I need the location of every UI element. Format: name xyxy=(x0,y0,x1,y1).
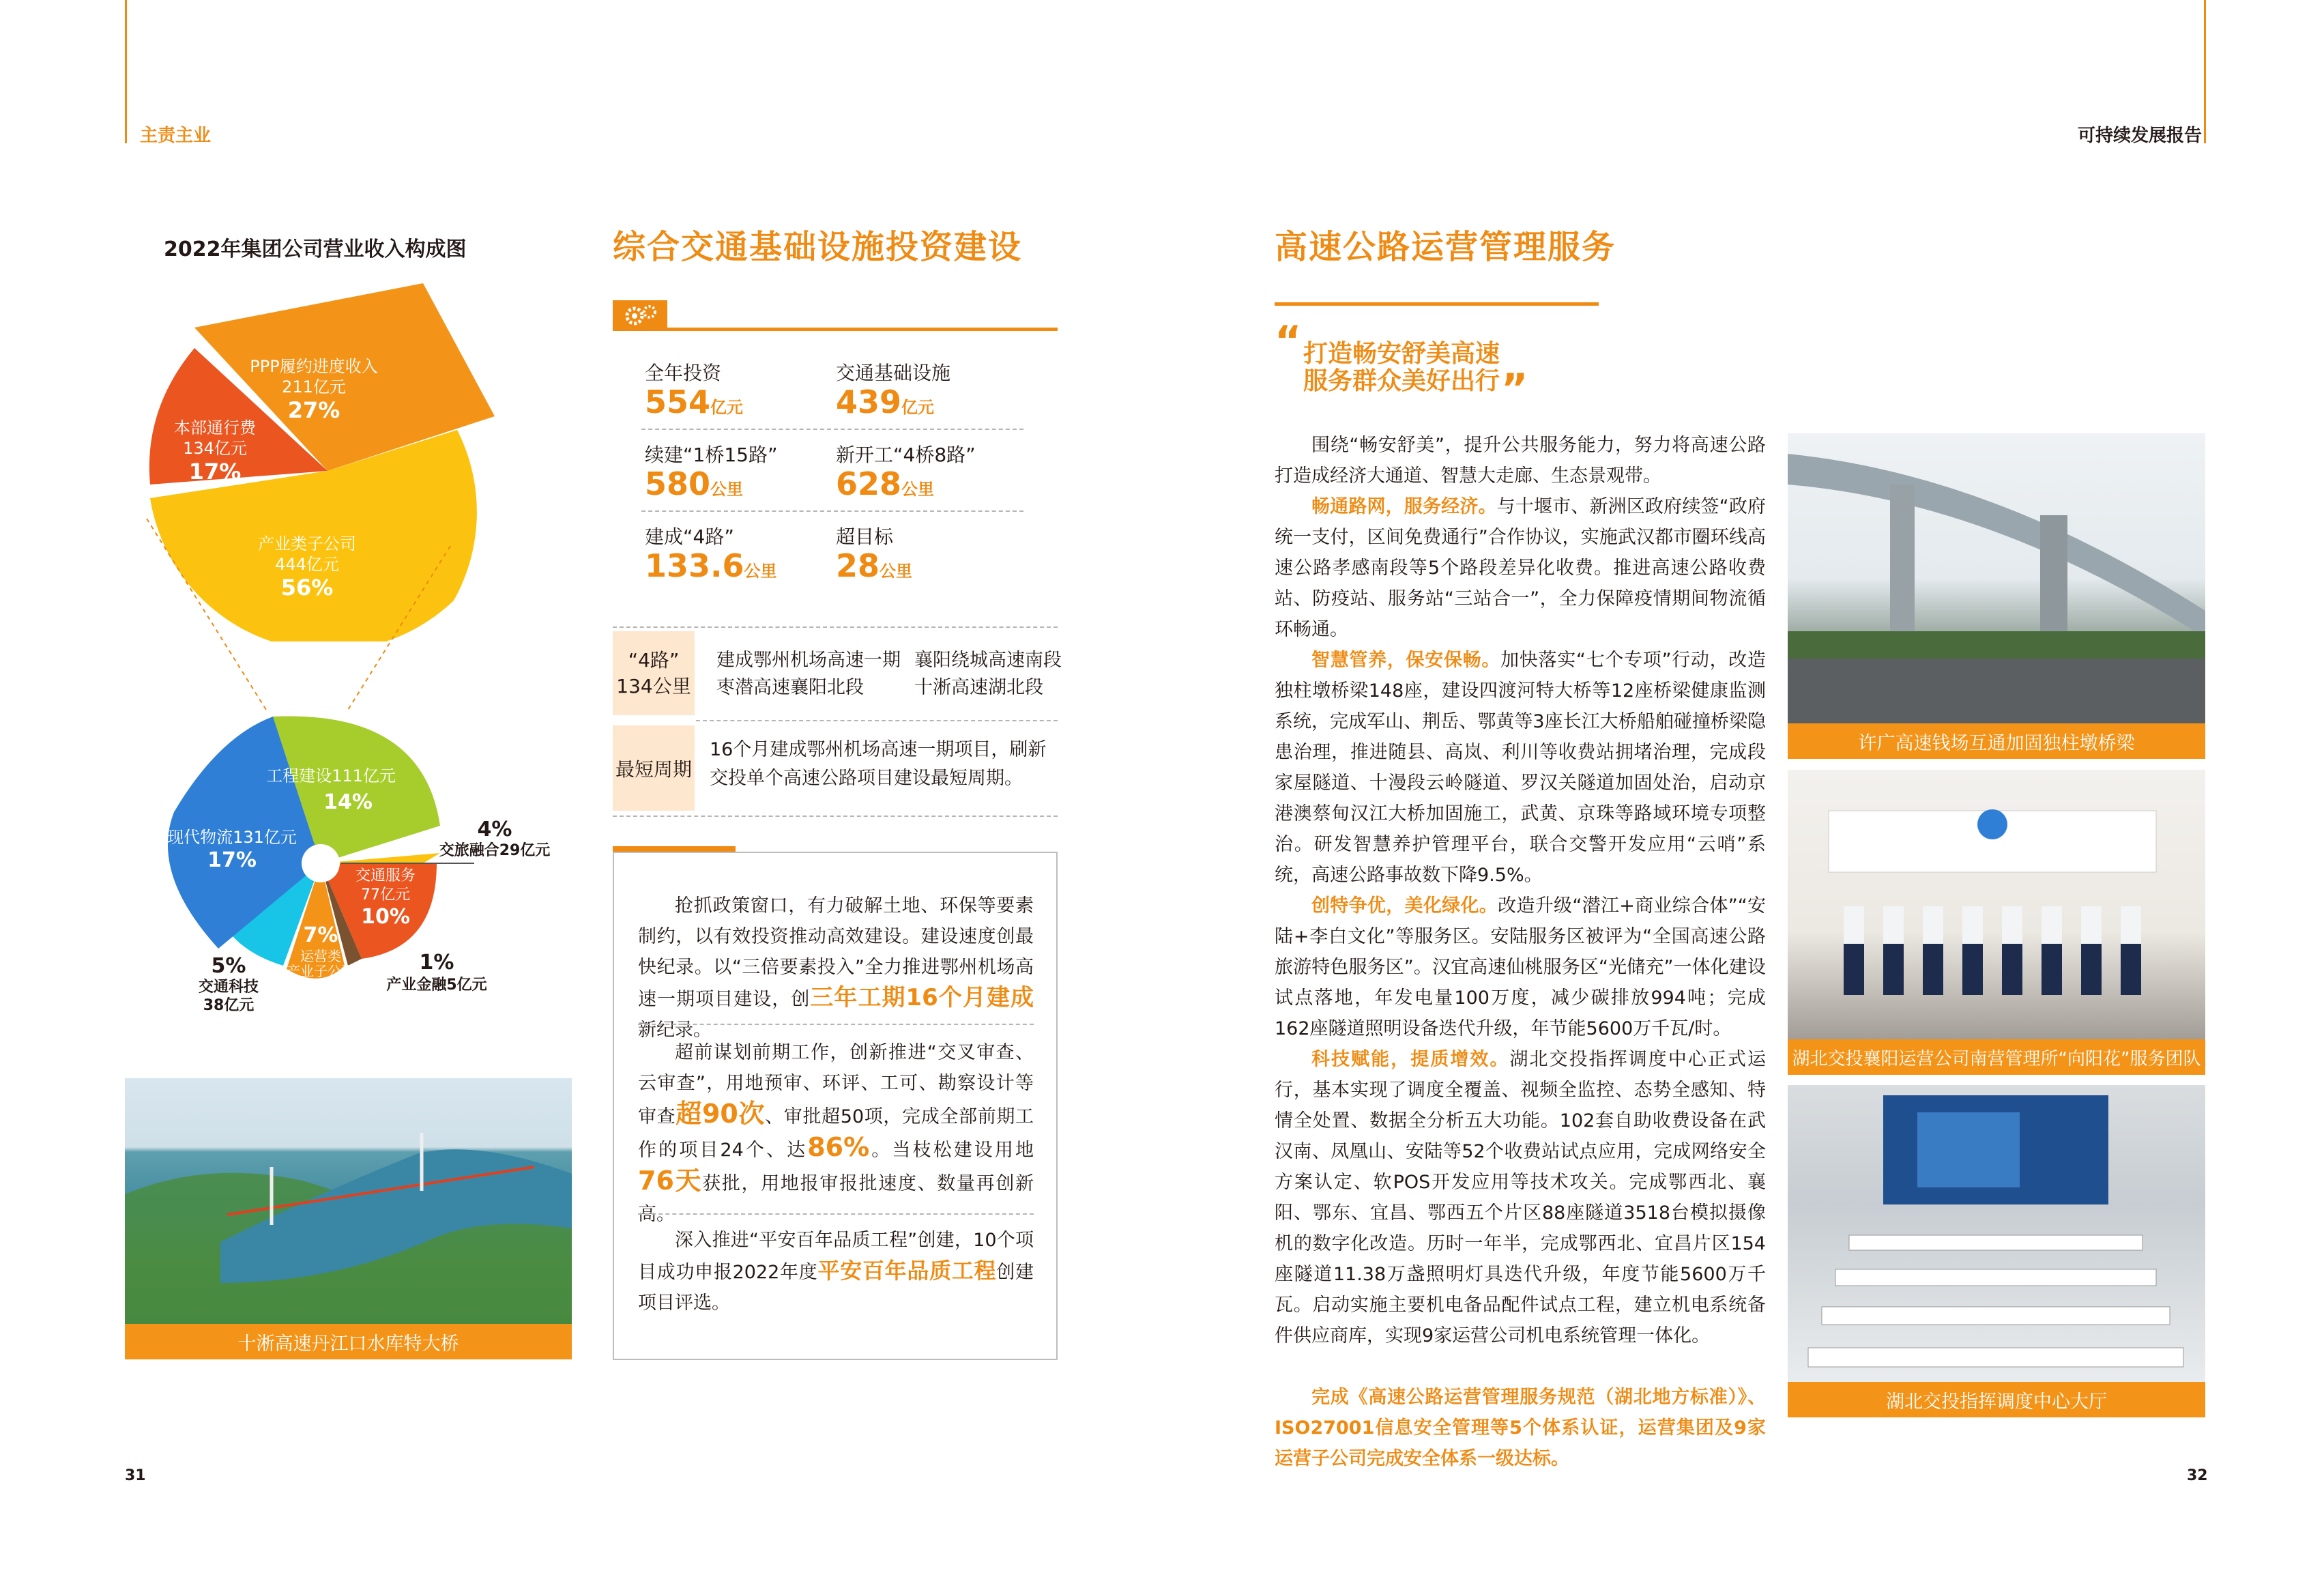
pie-amount-industry: 444亿元 xyxy=(275,555,339,574)
overpass-photo xyxy=(1788,433,2205,723)
pie-amount-tech: 38亿元 xyxy=(203,997,255,1014)
pie-pct-operations: 7% xyxy=(303,923,338,947)
pie-label-finance: 产业金融5亿元 xyxy=(386,977,487,994)
highway-rule xyxy=(1275,302,1599,306)
stat-label-2: 交通基础设施 xyxy=(836,362,951,384)
pie-pct-industry: 56% xyxy=(280,575,334,601)
quote-line-1: 打造畅安舒美高速 xyxy=(1303,340,1500,368)
pie-amount-ppp: 211亿元 xyxy=(282,377,346,396)
pie-pct-engineering: 14% xyxy=(323,790,373,814)
team-illustration xyxy=(1788,770,2205,1039)
team-caption: 湖北交投襄阳运营公司南营管理所“向阳花”服务团队 xyxy=(1788,1039,2205,1075)
pie-amount-toll: 134亿元 xyxy=(183,439,247,458)
pie-label-ppp: PPP履约进度收入 xyxy=(250,357,378,376)
header-right: 可持续发展报告 xyxy=(2078,126,2203,146)
highway-para-1: 畅通路网，服务经济。与十堰市、新洲区政府续签“政府统一支付，区间免费通行”合作协议，实施武汉都市圈环线高速公路孝感南段等5个路段差异化收费。推进高速公路收费站、防疫站、服务站“三站合一”，全力保障疫情期间物流循环畅通。 xyxy=(1275,496,1766,640)
pie-sub-operations: (产业子公司) xyxy=(281,963,360,979)
highway-para-2: 智慧管养，保安保畅。加快落实“七个专项”行动，改造独柱墩桥梁148座，建设四渡河特大桥等12座桥梁健康监测系统，完成军山、荆岳、鄂黄等3座长江大桥船舶碰撞桥梁隐患治理，推进随县、高岚、利川等收费站拥堵治理，完成段家屋隧道、十漫段云岭隧道、罗汉关隧道加固处治，启动京港澳蔡甸汉江大桥加固施工，武黄、京珠等路域环境专项整治。研发智慧养护管理平台，联合交警开发应用“云哨”系统，高速公路事故数下降9.5%。 xyxy=(1275,650,1766,886)
table-cycle-text: 16个月建成鄂州机场高速一期项目，刷新交投单个高速公路项目建设最短周期。 xyxy=(710,739,1047,789)
pie-top-title: 2022年集团公司营业收入构成图 xyxy=(164,237,467,261)
pie-label-industry: 产业类子公司 xyxy=(258,534,356,553)
highway-title: 高速公路运营管理服务 xyxy=(1275,228,1616,266)
pie-label-logistics: 现代物流131亿元 xyxy=(167,828,297,847)
table-cell-2: 襄阳绕城高速南段 xyxy=(914,650,1062,671)
pie-amount-transport-service: 77亿元 xyxy=(361,886,410,904)
quote-line-2: 服务群众美好出行 xyxy=(1303,367,1500,395)
invest-title: 综合交通基础设施投资建设 xyxy=(613,228,1023,266)
stat-value-6: 28公里 xyxy=(836,547,913,584)
pie-pct-tech: 5% xyxy=(211,954,246,978)
invest-icon-box xyxy=(613,300,667,331)
stat-value-2: 439亿元 xyxy=(836,384,935,420)
pie-label-engineering: 工程建设111亿元 xyxy=(266,766,396,785)
invest-para-3: 深入推进“平安百年品质工程”创建，10个项目成功申报2022年度平安百年品质工程创建项目评选。 xyxy=(638,1230,1034,1314)
pie-label-toll: 本部通行费 xyxy=(174,418,256,437)
pie-pct-tourism: 4% xyxy=(477,818,512,841)
page-number-right: 32 xyxy=(2187,1467,2208,1484)
header-left: 主责主业 xyxy=(140,126,212,146)
overpass-caption: 许广高速钱场互通加固独柱墩桥梁 xyxy=(1788,723,2205,759)
pie-pct-logistics: 17% xyxy=(207,848,257,872)
invest-box-tab xyxy=(613,846,736,852)
table-cell-4: 十淅高速湖北段 xyxy=(914,677,1043,698)
pie-label-transport-service: 交通服务 xyxy=(355,867,416,884)
invest-para-1: 抢抓政策窗口，有力破解土地、环保等要素制约，以有效投资推动高效建设。建设速度创最快纪录。以“三倍要素投入”全力推进鄂州机场高速一期项目建设，创三年工期16个月建成新纪录。 xyxy=(638,895,1034,1041)
stat-value-3: 580公里 xyxy=(645,465,744,502)
stat-label-6: 超目标 xyxy=(836,525,894,548)
table-cell-1: 建成鄂州机场高速一期 xyxy=(716,650,901,671)
table-row-cycle-head: 最短周期 xyxy=(613,725,695,811)
stat-value-1: 554亿元 xyxy=(645,384,744,420)
bridge-caption: 十淅高速丹江口水库特大桥 xyxy=(125,1324,572,1359)
stat-label-5: 建成“4路” xyxy=(645,525,734,548)
close-quote-icon: ” xyxy=(1501,365,1528,413)
highway-body xyxy=(1275,430,1766,1474)
highway-para-4: 科技赋能，提质增效。湖北交投指挥调度中心正式运行，基本实现了调度全覆盖、视频全监控、态势全感知、特情全处置、数据全分析五大功能。102套自助收费设备在武汉南、凤凰山、安陆等52个收费站试点应用，完成网络安全方案认定、软POS开发应用等技术攻关。完成鄂西北、襄阳、鄂东、宜昌、鄂西五个片区88座隧道3518台模拟摄像机的数字化改造。历时一年半，完成鄂西北、宜昌片区154座隧道11.38万盏照明灯具迭代升级，年度节能5600万千瓦。启动实施主要机电备品配件试点工程，建立机电系统备件供应商库，实现9家运营公司机电系统管理一体化。 xyxy=(1275,1049,1767,1346)
team-photo xyxy=(1788,770,2205,1039)
control-center-photo xyxy=(1788,1085,2205,1382)
pie-label-operations: 运营类 xyxy=(300,948,341,964)
pie-chart-bottom xyxy=(136,696,573,1024)
gears-icon xyxy=(620,302,660,330)
highway-para-3: 创特争优，美化绿化。改造升级“潜江+商业综合体”“安陆+李白文化”等服务区。安陆服务区被评为“全国高速公路旅游特色服务区”。汉宜高速仙桃服务区“光储充”一体化建设试点落地，年发电量100万度，减少碳排放994吨；完成162座隧道照明设备迭代升级，年节能5600万千瓦/时。 xyxy=(1275,895,1766,1039)
pie-label-tourism: 交旅融合29亿元 xyxy=(439,842,551,859)
page-number-left: 31 xyxy=(125,1467,146,1484)
stat-value-5: 133.6公里 xyxy=(645,547,777,584)
pie-pct-toll: 17% xyxy=(188,459,242,485)
control-center-illustration xyxy=(1788,1085,2205,1382)
stat-label-1: 全年投资 xyxy=(645,362,722,384)
invest-rule xyxy=(667,328,1058,331)
top-left-rule xyxy=(125,0,127,143)
table-cell-3: 枣潜高速襄阳北段 xyxy=(716,677,864,698)
bridge-illustration xyxy=(125,1078,572,1324)
table-row-4road-head: “4路” 134公里 xyxy=(613,631,695,715)
bridge-photo xyxy=(125,1078,572,1324)
pie-pct-ppp: 27% xyxy=(287,397,340,423)
pie-pct-finance: 1% xyxy=(419,951,454,975)
pie-amount-operations: 53亿元 xyxy=(298,979,343,996)
highway-closing: 完成《高速公路运营管理服务规范（湖北地方标准）》、ISO27001信息安全管理等5个体系认证，运营集团及9家运营子公司完成安全体系一级达标。 xyxy=(1275,1387,1766,1469)
stat-label-4: 新开工“4桥8路” xyxy=(836,444,976,466)
invest-para-2: 超前谋划前期工作，创新推进“交叉审查、云审查”，用地预审、环评、工可、勘察设计等审查超90次、审批超50项，完成全部前期工作的项目24个、达86%。当枝松建设用地76天获批，用地报审报批速度、数量再创新高。 xyxy=(638,1042,1034,1225)
open-quote-icon: “ xyxy=(1275,317,1302,365)
overpass-illustration xyxy=(1788,433,2205,723)
control-center-caption: 湖北交投指挥调度中心大厅 xyxy=(1788,1382,2205,1417)
pie-pct-transport-service: 10% xyxy=(361,905,410,929)
top-right-rule xyxy=(2204,0,2206,143)
highway-intro: 围绕“畅安舒美”，提升公共服务能力，努力将高速公路打造成经济大通道、智慧大走廊、生态景观带。 xyxy=(1275,435,1766,487)
stat-value-4: 628公里 xyxy=(836,465,935,502)
pie-connector xyxy=(123,519,532,723)
stat-label-3: 续建“1桥15路” xyxy=(645,444,778,466)
pie-label-tech: 交通科技 xyxy=(198,979,259,996)
